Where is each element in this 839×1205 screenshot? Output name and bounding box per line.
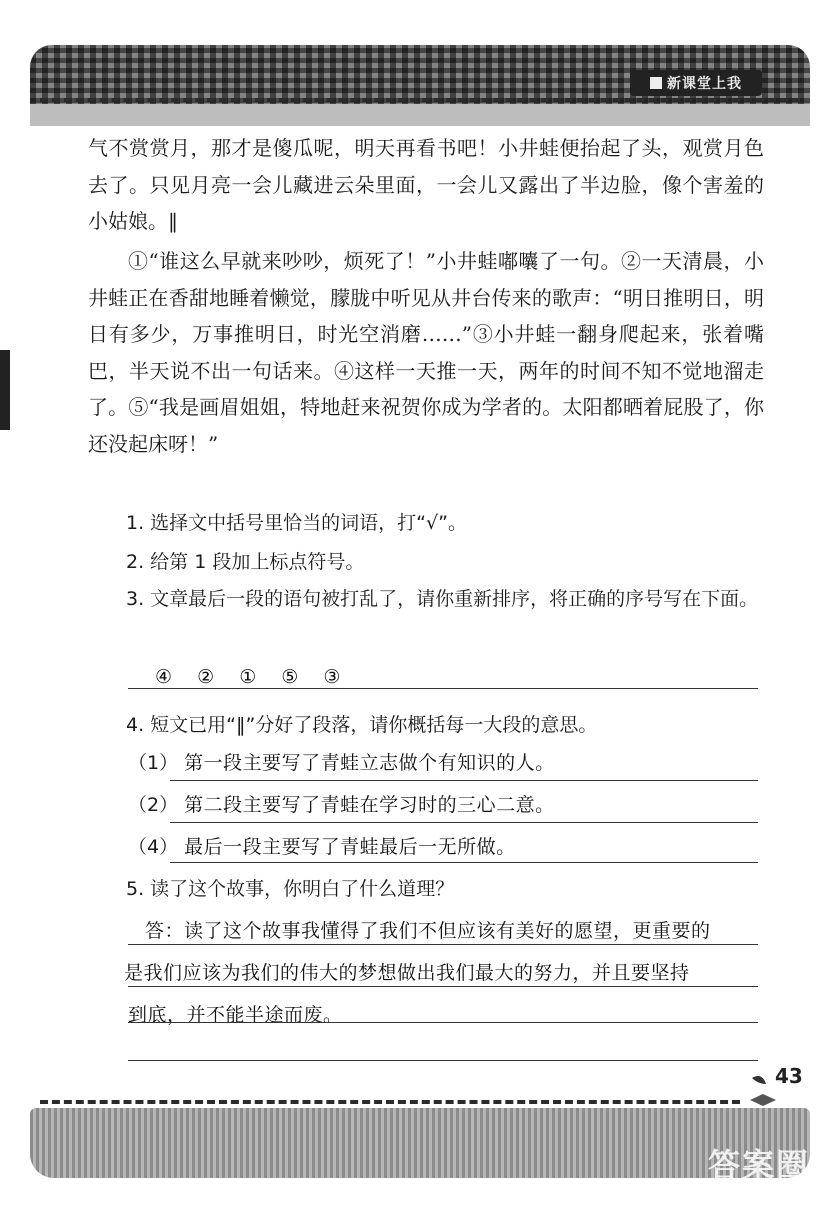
question-4: 4. 短文已用“‖”分好了段落，请你概括每一大段的意思。: [126, 714, 598, 736]
q5-rule-2: [128, 986, 758, 987]
q4-answer-num: （4）: [128, 836, 179, 858]
seq-item: ④: [155, 666, 173, 688]
q4-answer-3: [128, 830, 768, 864]
passage-paragraph-1: 气不赏赏月，那才是傻瓜呢，明天再看书吧！小井蛙便抬起了头，观赏月色去了。只见月亮一会儿藏进云朵里面，一会儿又露出了半边脸，像个害羞的小姑娘。‖: [88, 136, 764, 233]
q4-answer-num: （1）: [128, 752, 179, 774]
q5-rule-1: [128, 944, 758, 945]
watermark-url: MXQE.COM: [708, 1186, 810, 1205]
page-number: 43: [775, 1064, 803, 1088]
header-strip: [30, 104, 810, 126]
q4-answer-1: [128, 746, 768, 780]
header-dash-line: [40, 98, 800, 102]
q5-answer-line-3: 到底，并不能半途而废。: [128, 1004, 343, 1026]
q4-answer-num: （2）: [128, 794, 179, 816]
q4-answer-2: [128, 788, 768, 822]
q4-answer-text: 最后一段主要写了青蛙最后一无所做。: [184, 836, 516, 858]
watermark-main: 答案圈: [708, 1146, 811, 1184]
header-tag: [630, 70, 762, 96]
footer-dash-line: [40, 1100, 740, 1104]
watermark-logo: [708, 1140, 810, 1205]
q5-rule-4: [128, 1060, 758, 1061]
seq-item: ③: [323, 666, 341, 688]
q4-answer-text: 第二段主要写了青蛙在学习时的三心二意。: [184, 794, 555, 816]
q3-answer-line: [128, 688, 758, 689]
passage-paragraph-2: ①“谁这么早就来吵吵，烦死了！”小井蛙嘟囔了一句。②一天清晨，小井蛙正在香甜地睡着懒觉，朦胧中听见从井台传来的歌声：“明日推明日，明日有多少，万事推明日，时光空消磨……”③小井蛙一翻身爬起来，张着嘴巴，半天说不出一句话来。④这样一天推一天，两年的时间不知不觉地溜走了。⑤“我是画眉姐姐，特地赶来祝贺你成为学者的。太阳都晒着屁股了，你还没起床呀！”: [88, 249, 764, 456]
footer-band: [30, 1108, 810, 1178]
seq-item: ①: [239, 666, 257, 688]
q5-answer-line-2: 是我们应该为我们的伟大的梦想做出我们最大的努力，并且要坚持: [124, 962, 690, 984]
q5-rule-3: [128, 1022, 758, 1023]
q4-answer-line-3: [170, 862, 758, 863]
header-tag-label: 新课堂上我: [667, 76, 742, 92]
q4-answer-line-1: [170, 780, 758, 781]
tag-square-icon: [650, 77, 662, 89]
scan-edge-mark: [0, 350, 10, 430]
question-1: 1. 选择文中括号里恰当的词语，打“√”。: [126, 512, 467, 534]
seq-item: ②: [197, 666, 215, 688]
leaf-book-icon: [748, 1070, 778, 1110]
q4-answer-line-2: [170, 822, 758, 823]
q4-answer-text: 第一段主要写了青蛙立志做个有知识的人。: [184, 752, 555, 774]
seq-item: ⑤: [281, 666, 299, 688]
q3-answer-sequence: [155, 666, 359, 688]
question-3: 3. 文章最后一段的语句被打乱了，请你重新排序，将正确的序号写在下面。: [126, 588, 759, 610]
question-2: 2. 给第 1 段加上标点符号。: [126, 551, 365, 573]
question-5: 5. 读了这个故事，你明白了什么道理？: [126, 878, 455, 900]
q5-answer-line-1: 答：读了这个故事我懂得了我们不但应该有美好的愿望，更重要的: [145, 920, 711, 942]
